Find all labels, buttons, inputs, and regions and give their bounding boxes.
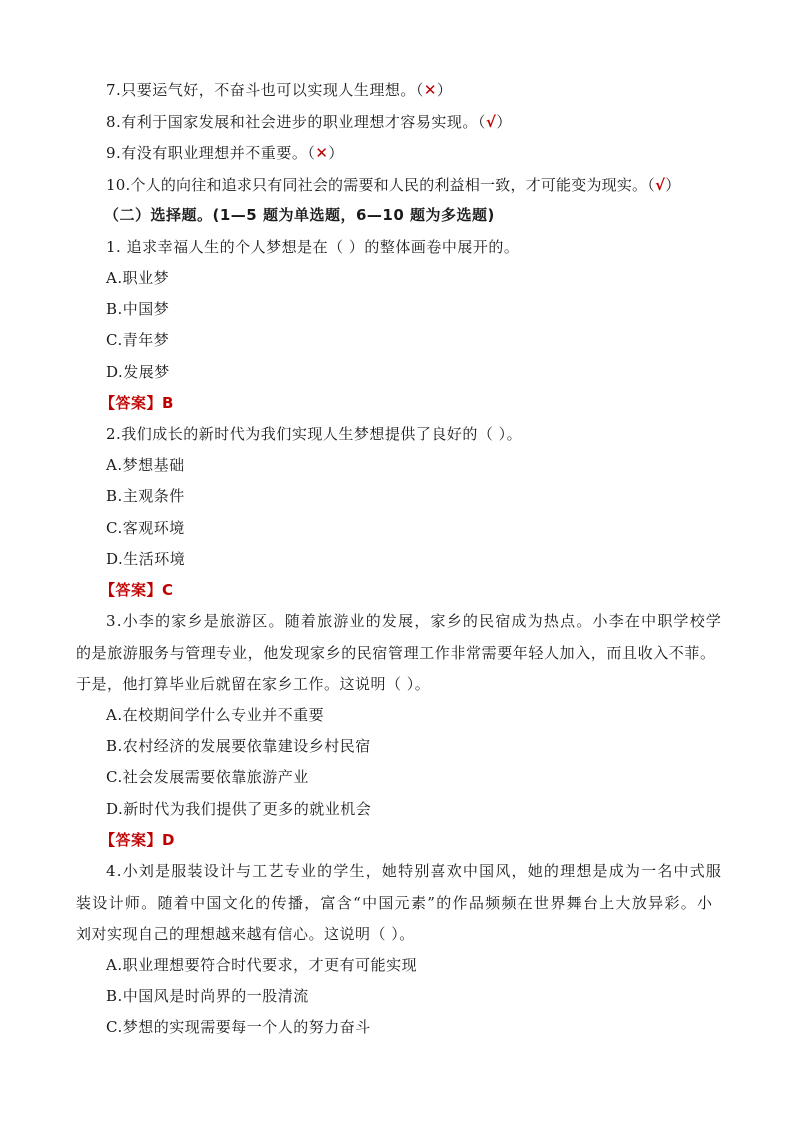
question-2-answer <box>100 580 174 600</box>
judgment-close: ） <box>665 176 681 194</box>
answer-label: 【答案】 <box>100 831 163 849</box>
check-mark-icon: √ <box>485 113 497 131</box>
question-3-option-a: A.在校期间学什么专业并不重要 <box>106 706 325 724</box>
question-3-option-c: C.社会发展需要依靠旅游产业 <box>106 768 309 786</box>
cross-mark-icon: ✕ <box>315 144 329 162</box>
judgment-item-10 <box>106 175 680 195</box>
question-4-option-b: B.中国风是时尚界的一股清流 <box>106 987 309 1005</box>
question-3-option-d: D.新时代为我们提供了更多的就业机会 <box>106 800 372 818</box>
question-4-option-a: A.职业理想要符合时代要求，才更有可能实现 <box>106 956 418 974</box>
answer-label: 【答案】 <box>100 581 163 599</box>
question-3-stem-line-2: 的是旅游服务与管理专业，他发现家乡的民宿管理工作非常需要年轻人加入，而且收入不菲。 <box>76 644 716 662</box>
question-4-stem-line-2: 装设计师。随着中国文化的传播，富含“中国元素”的作品频频在世界舞台上大放异彩。小 <box>76 894 714 912</box>
question-2-option-c: C.客观环境 <box>106 519 185 537</box>
question-4-option-c: C.梦想的实现需要每一个人的努力奋斗 <box>106 1018 371 1036</box>
cross-mark-icon: ✕ <box>423 81 437 99</box>
question-2-option-d: D.生活环境 <box>106 550 186 568</box>
answer-label: 【答案】 <box>100 394 163 412</box>
judgment-text: 9.有没有职业理想并不重要。（ <box>106 144 316 162</box>
judgment-close: ） <box>436 81 453 99</box>
question-4-stem-line-3: 刘对实现自己的理想越来越有信心。这说明（ ）。 <box>76 925 415 943</box>
question-3-stem-line-3: 于是，他打算毕业后就留在家乡工作。这说明（ ）。 <box>76 675 431 693</box>
question-2-stem: 2.我们成长的新时代为我们实现人生梦想提供了良好的（ ）。 <box>106 425 523 443</box>
judgment-text: 7.只要运气好，不奋斗也可以实现人生理想。（ <box>106 81 424 99</box>
judgment-item-8 <box>106 112 512 132</box>
question-3-answer <box>100 830 175 850</box>
answer-value: D <box>162 831 175 849</box>
question-1-option-b: B.中国梦 <box>106 300 170 318</box>
judgment-close: ） <box>328 144 344 162</box>
judgment-item-7 <box>106 80 452 100</box>
answer-value: C <box>162 581 174 599</box>
question-1-answer <box>100 393 174 413</box>
question-4-stem-line-1: 4.小刘是服装设计与工艺专业的学生，她特别喜欢中国风，她的理想是成为一名中式服 <box>106 862 723 880</box>
question-1-option-d: D.发展梦 <box>106 363 170 381</box>
question-1-stem: 1. 追求幸福人生的个人梦想是在（ ）的整体画卷中展开的。 <box>106 238 520 256</box>
question-3-stem-line-1: 3.小李的家乡是旅游区。随着旅游业的发展，家乡的民宿成为热点。小李在中职学校学 <box>106 612 723 630</box>
check-mark-icon: √ <box>654 176 666 194</box>
section-title: （二）选择题。(1—5 题为单选题，6—10 题为多选题) <box>104 206 495 224</box>
answer-value: B <box>162 394 174 412</box>
judgment-text: 10.个人的向往和追求只有同社会的需要和人民的利益相一致，才可能变为现实。（ <box>106 176 655 194</box>
question-3-option-b: B.农村经济的发展要依靠建设乡村民宿 <box>106 737 371 755</box>
question-1-option-a: A.职业梦 <box>106 269 170 287</box>
judgment-item-9 <box>106 143 344 163</box>
judgment-close: ） <box>496 113 512 131</box>
question-2-option-a: A.梦想基础 <box>106 456 185 474</box>
question-2-option-b: B.主观条件 <box>106 487 185 505</box>
question-1-option-c: C.青年梦 <box>106 331 170 349</box>
judgment-text: 8.有利于国家发展和社会进步的职业理想才容易实现。（ <box>106 113 486 131</box>
